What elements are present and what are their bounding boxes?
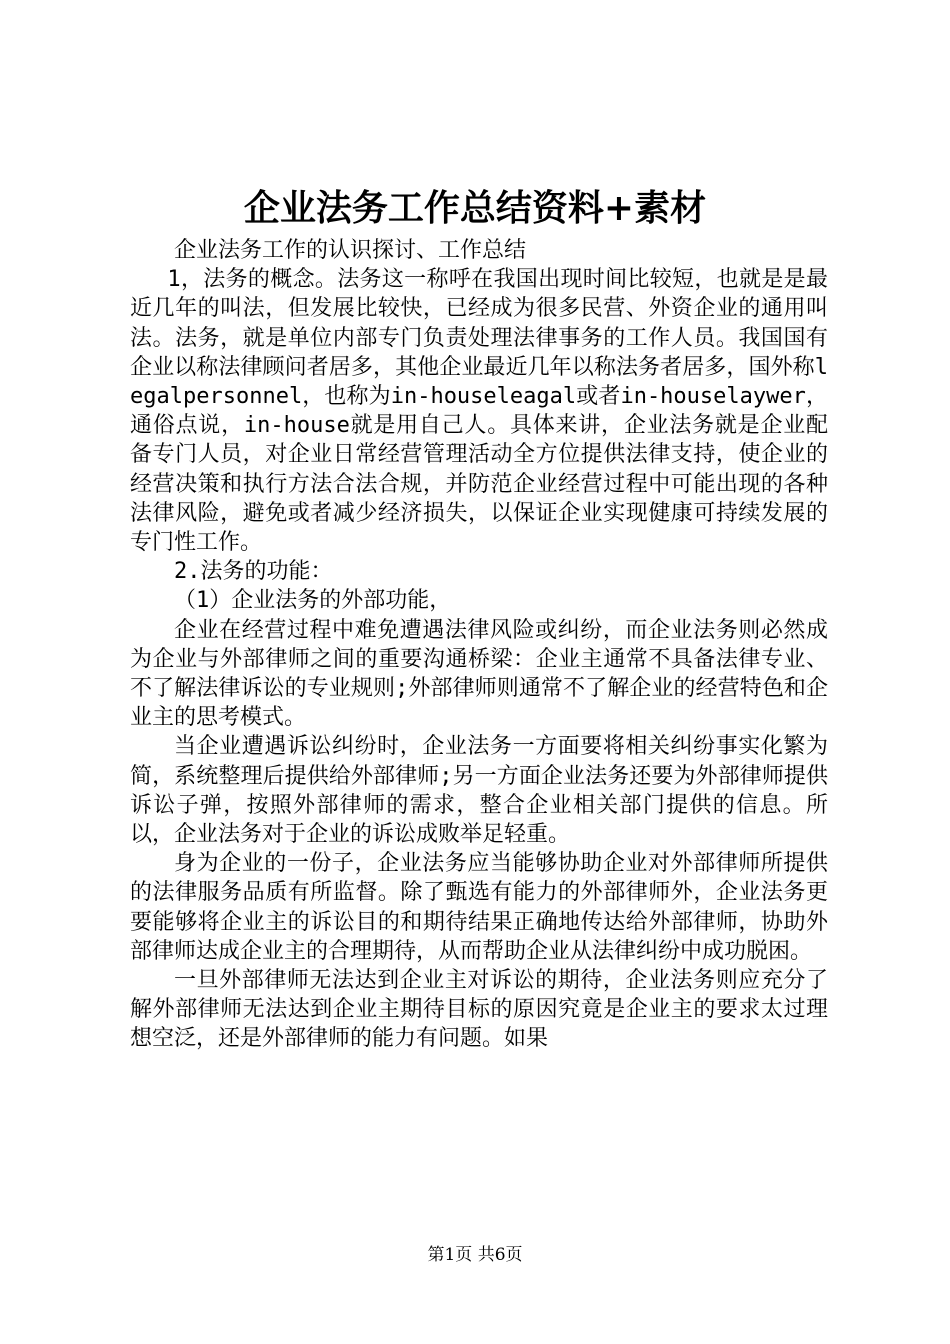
paragraph-concept: 1，法务的概念。法务这一称呼在我国出现时间比较短，也就是是最近几年的叫法，但发展比较快，已经成为很多民营、外资企业的通用叫法。法务，就是单位内部专门负责处理法律事务的工作人员。我国国有企业以称法律顾问者居多，其他企业最近几年以称法务者居多，国外称legalpersonnel，也称为in-houseleagal或者in-houselaywer，通俗点说，in-house就是用自己人。具体来讲，企业法务就是企业配备专门人员，对企业日常经营管理活动全方位提供法律支持，使企业的经营决策和执行方法合法合规，并防范企业经营过程中可能出现的各种法律风险，避免或者减少经济损失，以保证企业实现健康可持续发展的专门性工作。 [130,267,828,556]
paragraph-function-heading: 2.法务的功能： [174,559,333,585]
paragraph-body: 一旦外部律师无法达到企业主对诉讼的期待，企业法务则应充分了解外部律师无法达到企业主期待目标的原因究竟是企业主的要求太过理想空泛，还是外部律师的能力有问题。如果 [130,968,828,1052]
paragraph-heading: 企业法务工作的认识探讨、工作总结 [174,238,527,263]
paragraph-body: 企业在经营过程中难免遭遇法律风险或纠纷，而企业法务则必然成为企业与外部律师之间的重要沟通桥梁：企业主通常不具备法律专业、不了解法律诉讼的专业规则;外部律师则通常不了解企业的经营特色和企业主的思考模式。 [130,617,828,731]
document-title: 企业法务工作总结资料+素材 [243,187,707,229]
paragraph-body: 当企业遭遇诉讼纠纷时，企业法务一方面要将相关纠纷事实化繁为简，系统整理后提供给外部律师;另一方面企业法务还要为外部律师提供诉讼子弹，按照外部律师的需求，整合企业相关部门提供的信息。所以，企业法务对于企业的诉讼成败举足轻重。 [130,734,828,848]
paragraph-body: 身为企业的一份子，企业法务应当能够协助企业对外部律师所提供的法律服务品质有所监督。除了甄选有能力的外部律师外，企业法务更要能够将企业主的诉讼目的和期待结果正确地传达给外部律师，协助外部律师达成企业主的合理期待，从而帮助企业从法律纠纷中成功脱困。 [130,851,828,964]
paragraph-external-function-heading: （1）企业法务的外部功能， [174,588,452,614]
page-number-footer: 第1页 共6页 [427,1245,523,1265]
document-body [130,236,828,1054]
